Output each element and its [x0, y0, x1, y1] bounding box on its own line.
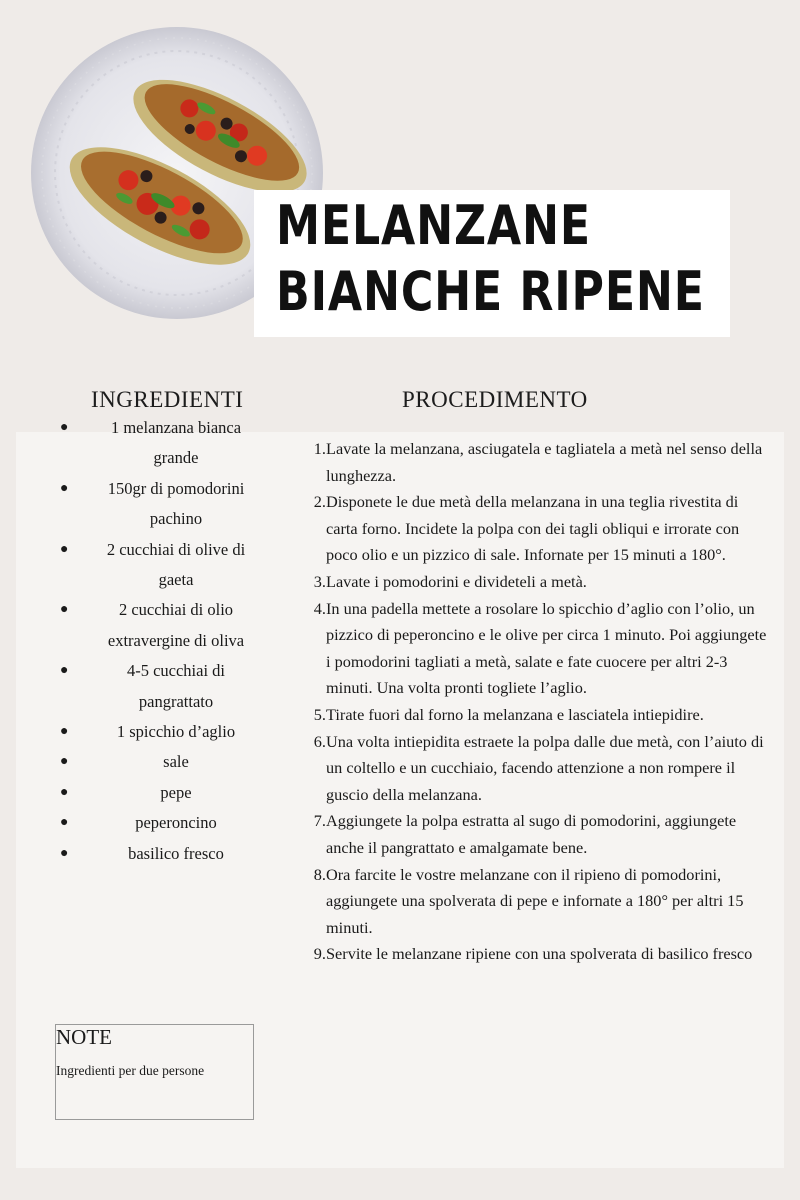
step-text: Tirate fuori dal forno la melanzana e lasciatela intiepidire. [326, 704, 704, 724]
ingredient-text: 2 cucchiai di olio extravergine di oliva [107, 600, 245, 650]
ingredient-text: 4-5 cucchiai di pangrattato [126, 661, 226, 711]
list-item [56, 808, 296, 838]
ingredient-text: 2 cucchiai di olive di gaeta [106, 539, 246, 590]
list-item [56, 474, 296, 535]
step-text: Ora farcite le vostre melanzane con il ripieno di pomodorini, aggiungete una spolverata di pepe e infornate a 180° per altri 15 minuti. [326, 864, 744, 937]
ingredient-text: sale [163, 752, 189, 772]
note-heading: NOTE [56, 1025, 112, 1049]
list-item [310, 436, 768, 489]
step-text: Lavate la melanzana, asciugatela e tagliatela a metà nel senso della lunghezza. [326, 439, 763, 485]
list-item [310, 729, 768, 809]
ingredient-text: basilico fresco [128, 843, 224, 863]
bullet-icon: ● [60, 845, 69, 861]
step-text: Disponete le due metà della melanzana in una teglia rivestita di carta forno. Incidete la polpa con dei tagli obliqui e irrorate con poco olio e un pizzico di sale. Infornate per 15 minuti a 180°. [326, 492, 740, 565]
bullet-icon: ● [60, 480, 69, 496]
step-text: Una volta intiepidita estraete la polpa dalle due metà, con l’aiuto di un coltello e un cucchiaio, facendo attenzione a non rompere il guscio della melanzana. [326, 731, 764, 804]
bullet-icon: ● [60, 602, 69, 618]
step-number: 4. [313, 598, 326, 618]
procedure-list [310, 436, 768, 968]
step-number: 1. [313, 439, 326, 458]
list-item [310, 808, 768, 861]
list-item [56, 535, 296, 596]
list-item [56, 656, 296, 717]
ingredients-heading: INGREDIENTI [91, 387, 244, 412]
bullet-icon: ● [60, 663, 69, 679]
ingredients-list [56, 413, 296, 869]
note-box [55, 1024, 254, 1120]
step-number: 2. [313, 492, 326, 512]
recipe-title-line-2: BIANCHE RIPENE [276, 260, 705, 323]
bullet-icon: ● [60, 724, 69, 740]
note-text: Ingredienti per due persone [56, 1063, 205, 1078]
ingredient-text: 1 spicchio d’aglio [116, 722, 236, 742]
list-item [310, 862, 768, 942]
list-item [56, 747, 296, 777]
list-item [310, 702, 768, 729]
bullet-icon: ● [60, 420, 69, 435]
list-item [56, 778, 296, 808]
bullet-icon: ● [60, 754, 69, 770]
ingredient-text: 1 melanzana bianca grande [110, 418, 242, 468]
procedure-heading: PROCEDIMENTO [402, 387, 588, 412]
recipe-title-box [254, 190, 730, 337]
step-number: 7. [313, 811, 326, 831]
step-number: 5. [313, 704, 326, 724]
ingredient-text: peperoncino [135, 813, 217, 833]
step-number: 6. [313, 731, 326, 751]
bullet-icon: ● [60, 541, 69, 557]
step-number: 9. [313, 944, 326, 964]
list-item [56, 717, 296, 747]
bullet-icon: ● [60, 815, 69, 831]
step-number: 8. [313, 864, 326, 884]
bullet-icon: ● [60, 784, 69, 800]
ingredient-text: 150gr di pomodorini pachino [107, 478, 245, 529]
step-text: In una padella mettete a rosolare lo spicchio d’aglio con l’olio, un pizzico di peperoncino e le olive per circa 1 minuto. Poi aggiungete i pomodorini tagliati a metà, salate e fate cuocere per altri 2-3 minuti. Una volta pronti togliete l’aglio. [326, 598, 767, 698]
list-item [56, 595, 296, 656]
list-item [310, 569, 768, 596]
ingredient-text: pepe [160, 782, 192, 802]
step-text: Servite le melanzane ripiene con una spolverata di basilico fresco [326, 944, 753, 964]
list-item [310, 596, 768, 702]
step-text: Aggiungete la polpa estratta al sugo di pomodorini, aggiungete anche il pangrattato e amalgamate bene. [326, 811, 737, 857]
recipe-title-line-1: MELANZANE [276, 194, 591, 257]
step-text: Lavate i pomodorini e divideteli a metà. [326, 571, 587, 591]
list-item [56, 413, 296, 474]
step-number: 3. [313, 571, 326, 591]
list-item [56, 839, 296, 869]
list-item [310, 941, 768, 968]
list-item [310, 489, 768, 569]
